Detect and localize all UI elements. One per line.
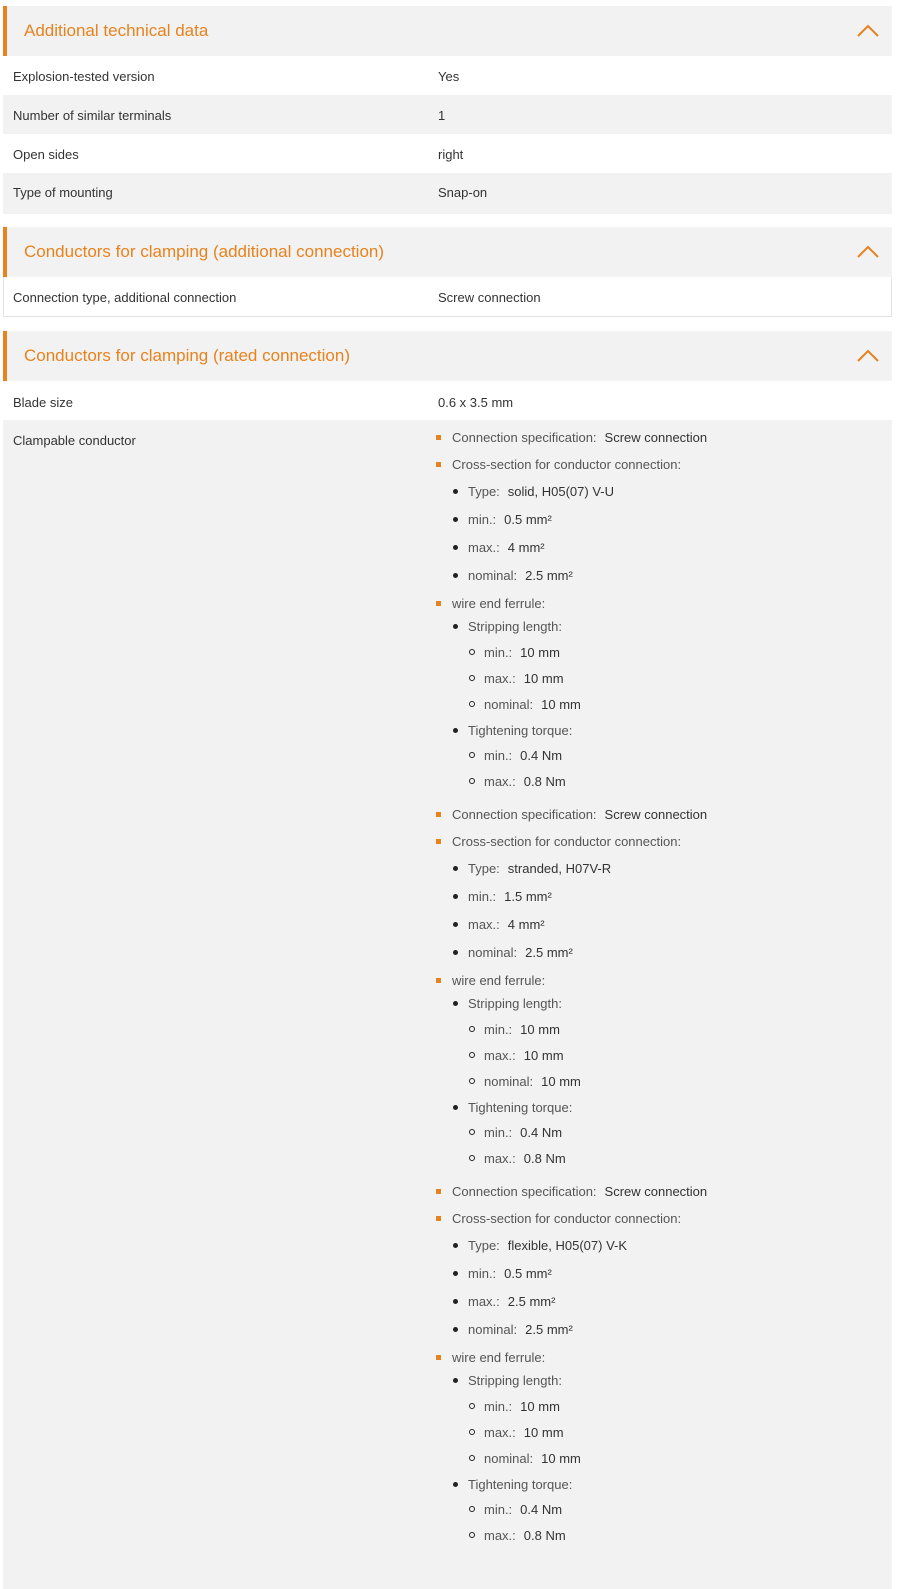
list-item-key: Cross-section for conductor connection: xyxy=(452,834,682,849)
section-title: Additional technical data xyxy=(24,21,209,40)
square-bullet-icon xyxy=(436,1216,441,1221)
row-label: Blade size xyxy=(13,395,73,410)
list-item-value: 0.4 Nm xyxy=(520,1125,563,1140)
ferrule-item xyxy=(452,1350,545,1365)
ferrule-item xyxy=(452,973,545,988)
disc-bullet-icon xyxy=(453,517,458,522)
list-item-key: nominal: xyxy=(468,568,518,583)
row-value: Yes xyxy=(438,69,460,84)
square-bullet-icon xyxy=(436,462,441,467)
disc-bullet-icon xyxy=(453,573,458,578)
stripping-max-item xyxy=(484,1048,564,1063)
torque-item xyxy=(468,1100,572,1115)
row-value: 0.6 x 3.5 mm xyxy=(438,395,514,410)
circle-bullet-icon xyxy=(469,1455,475,1461)
torque-min-item xyxy=(484,1125,562,1140)
stripping-length-item xyxy=(468,1373,562,1388)
list-item-key: min.: xyxy=(484,748,513,763)
list-item-key: nominal: xyxy=(484,1451,534,1466)
list-item-key: max.: xyxy=(484,1048,516,1063)
list-item-key: nominal: xyxy=(484,1074,534,1089)
circle-bullet-icon xyxy=(469,1155,475,1161)
nominal-item xyxy=(468,568,573,583)
circle-bullet-icon xyxy=(469,752,475,758)
type-item xyxy=(468,484,614,499)
table-row-clampable-conductor xyxy=(3,420,892,1589)
circle-bullet-icon xyxy=(469,649,475,655)
list-item-key: Tightening torque: xyxy=(468,1100,573,1115)
list-item-value: 10 mm xyxy=(520,1399,560,1414)
list-item-value: 10 mm xyxy=(541,1451,581,1466)
list-item-key: Type: xyxy=(468,861,500,876)
cross-section-item xyxy=(452,1211,681,1226)
min-item xyxy=(468,1266,552,1281)
disc-bullet-icon xyxy=(453,1243,458,1248)
stripping-length-item xyxy=(468,996,562,1011)
list-item-value: 0.4 Nm xyxy=(520,1502,563,1517)
torque-max-item xyxy=(484,1151,566,1166)
list-item-key: wire end ferrule: xyxy=(452,596,546,611)
list-item-value: 2.5 mm² xyxy=(525,1322,573,1337)
square-bullet-icon xyxy=(436,1355,441,1360)
max-item xyxy=(468,540,545,555)
section-conductors-additional-connection xyxy=(3,227,892,318)
table-row xyxy=(3,173,892,214)
list-item-value: 0.8 Nm xyxy=(523,774,566,789)
torque-max-item xyxy=(484,1528,566,1543)
list-item-key: wire end ferrule: xyxy=(452,1350,546,1365)
connection-spec-item xyxy=(452,1184,707,1199)
torque-min-item xyxy=(484,748,562,763)
list-item-value: Screw connection xyxy=(604,430,708,445)
disc-bullet-icon xyxy=(453,1378,458,1383)
table-row xyxy=(3,56,892,95)
list-item-value: 10 mm xyxy=(523,671,564,686)
section-header[interactable] xyxy=(3,6,892,56)
stripping-nominal-item xyxy=(484,697,581,712)
chevron-up-icon[interactable] xyxy=(856,348,880,364)
list-item-key: Cross-section for conductor connection: xyxy=(452,1211,682,1226)
list-item-value: 0.5 mm² xyxy=(504,1266,552,1281)
square-bullet-icon xyxy=(436,812,441,817)
circle-bullet-icon xyxy=(469,1129,475,1135)
ferrule-item xyxy=(452,596,545,611)
square-bullet-icon xyxy=(436,978,441,983)
list-item-value: 2.5 mm² xyxy=(525,945,573,960)
list-item-value: Screw connection xyxy=(604,807,708,822)
disc-bullet-icon xyxy=(453,1327,458,1332)
torque-item xyxy=(468,723,572,738)
stripping-nominal-item xyxy=(484,1451,581,1466)
list-item-value: 1.5 mm² xyxy=(504,889,552,904)
circle-bullet-icon xyxy=(469,1506,475,1512)
section-header[interactable] xyxy=(3,227,892,277)
list-item-key: Stripping length: xyxy=(468,1373,562,1388)
list-item-value: 10 mm xyxy=(520,1022,560,1037)
list-item-key: Type: xyxy=(468,484,500,499)
connection-spec-item xyxy=(452,430,707,445)
list-item-key: max.: xyxy=(484,1425,516,1440)
disc-bullet-icon xyxy=(453,545,458,550)
list-item-key: Connection specification: xyxy=(452,430,597,445)
list-item-key: Connection specification: xyxy=(452,807,597,822)
list-item-value: 0.8 Nm xyxy=(523,1528,566,1543)
list-item-key: Tightening torque: xyxy=(468,723,573,738)
circle-bullet-icon xyxy=(469,1532,475,1538)
list-item-key: max.: xyxy=(484,671,516,686)
stripping-min-item xyxy=(484,645,560,660)
min-item xyxy=(468,889,552,904)
list-item-key: min.: xyxy=(468,889,497,904)
list-item-key: min.: xyxy=(484,1022,513,1037)
nominal-item xyxy=(468,945,573,960)
row-value: Snap-on xyxy=(438,185,488,200)
square-bullet-icon xyxy=(436,435,441,440)
list-item-value: 4 mm² xyxy=(507,917,545,932)
section-title: Conductors for clamping (additional connection) xyxy=(24,242,385,261)
list-item-value: 4 mm² xyxy=(507,540,545,555)
list-item-value: flexible, H05(07) V-K xyxy=(507,1238,628,1253)
circle-bullet-icon xyxy=(469,1403,475,1409)
list-item-key: max.: xyxy=(484,1528,516,1543)
disc-bullet-icon xyxy=(453,866,458,871)
chevron-up-icon[interactable] xyxy=(856,244,880,260)
disc-bullet-icon xyxy=(453,1482,458,1487)
list-item-value: 2.5 mm² xyxy=(507,1294,556,1309)
list-item-key: min.: xyxy=(484,1502,513,1517)
list-item-key: nominal: xyxy=(484,697,534,712)
disc-bullet-icon xyxy=(453,950,458,955)
list-item-key: min.: xyxy=(468,512,497,527)
list-item-key: wire end ferrule: xyxy=(452,973,546,988)
list-item-key: max.: xyxy=(468,540,500,555)
disc-bullet-icon xyxy=(453,1001,458,1006)
circle-bullet-icon xyxy=(469,1429,475,1435)
row-label: Type of mounting xyxy=(13,185,113,200)
list-item-value: solid, H05(07) V-U xyxy=(507,484,615,499)
list-item-value: 0.4 Nm xyxy=(520,748,563,763)
table-row xyxy=(3,95,892,134)
circle-bullet-icon xyxy=(469,778,475,784)
table-row xyxy=(3,381,892,420)
disc-bullet-icon xyxy=(453,1299,458,1304)
list-item-key: max.: xyxy=(468,917,500,932)
row-label: Explosion-tested version xyxy=(13,69,155,84)
row-value: right xyxy=(438,147,464,162)
min-item xyxy=(468,512,552,527)
list-item-key: min.: xyxy=(484,1125,513,1140)
disc-bullet-icon xyxy=(453,894,458,899)
list-item-key: nominal: xyxy=(468,1322,518,1337)
list-item-value: 10 mm xyxy=(520,645,560,660)
list-item-key: nominal: xyxy=(468,945,518,960)
list-item-key: max.: xyxy=(468,1294,500,1309)
list-item-value: stranded, H07V-R xyxy=(507,861,612,876)
disc-bullet-icon xyxy=(453,728,458,733)
list-item-value: 10 mm xyxy=(523,1425,564,1440)
max-item xyxy=(468,917,545,932)
disc-bullet-icon xyxy=(453,922,458,927)
cross-section-item xyxy=(452,457,681,472)
list-item-key: max.: xyxy=(484,1151,516,1166)
square-bullet-icon xyxy=(436,601,441,606)
list-item-value: 10 mm xyxy=(541,1074,581,1089)
square-bullet-icon xyxy=(436,839,441,844)
row-label: Number of similar terminals xyxy=(13,108,172,123)
stripping-max-item xyxy=(484,671,564,686)
section-additional-technical-data xyxy=(3,6,892,214)
disc-bullet-icon xyxy=(453,489,458,494)
section-header[interactable] xyxy=(3,331,892,381)
list-item-value: 0.8 Nm xyxy=(523,1151,566,1166)
list-item-value: 10 mm xyxy=(541,697,581,712)
connection-spec-item xyxy=(452,807,707,822)
row-value: 1 xyxy=(438,108,446,123)
disc-bullet-icon xyxy=(453,624,458,629)
type-item xyxy=(468,861,611,876)
table-row xyxy=(3,277,892,317)
stripping-min-item xyxy=(484,1399,560,1414)
list-item-key: min.: xyxy=(484,1399,513,1414)
square-bullet-icon xyxy=(436,1189,441,1194)
circle-bullet-icon xyxy=(469,701,475,707)
list-item-key: Connection specification: xyxy=(452,1184,597,1199)
stripping-nominal-item xyxy=(484,1074,581,1089)
list-item-key: Tightening torque: xyxy=(468,1477,573,1492)
list-item-key: Stripping length: xyxy=(468,996,562,1011)
list-item-key: min.: xyxy=(484,645,513,660)
list-item-key: max.: xyxy=(484,774,516,789)
torque-max-item xyxy=(484,774,566,789)
section-title: Conductors for clamping (rated connection) xyxy=(24,346,350,365)
nominal-item xyxy=(468,1322,573,1337)
table-row xyxy=(3,134,892,173)
row-label: Clampable conductor xyxy=(13,433,136,448)
cross-section-item xyxy=(452,834,681,849)
list-item-key: min.: xyxy=(468,1266,497,1281)
list-item-value: 2.5 mm² xyxy=(525,568,573,583)
type-item xyxy=(468,1238,627,1253)
max-item xyxy=(468,1294,555,1309)
disc-bullet-icon xyxy=(453,1271,458,1276)
circle-bullet-icon xyxy=(469,1026,475,1032)
row-value: Screw connection xyxy=(438,290,541,305)
section-conductors-rated-connection xyxy=(3,331,892,1589)
row-label: Connection type, additional connection xyxy=(13,290,237,305)
list-item-key: Cross-section for conductor connection: xyxy=(452,457,682,472)
list-item-key: Type: xyxy=(468,1238,500,1253)
stripping-min-item xyxy=(484,1022,560,1037)
chevron-up-icon[interactable] xyxy=(856,23,880,39)
row-label: Open sides xyxy=(13,147,79,162)
stripping-max-item xyxy=(484,1425,564,1440)
list-item-value: 0.5 mm² xyxy=(504,512,552,527)
torque-item xyxy=(468,1477,572,1492)
torque-min-item xyxy=(484,1502,562,1517)
list-item-value: 10 mm xyxy=(523,1048,564,1063)
stripping-length-item xyxy=(468,619,562,634)
circle-bullet-icon xyxy=(469,1052,475,1058)
disc-bullet-icon xyxy=(453,1105,458,1110)
list-item-key: Stripping length: xyxy=(468,619,562,634)
circle-bullet-icon xyxy=(469,675,475,681)
circle-bullet-icon xyxy=(469,1078,475,1084)
list-item-value: Screw connection xyxy=(604,1184,708,1199)
